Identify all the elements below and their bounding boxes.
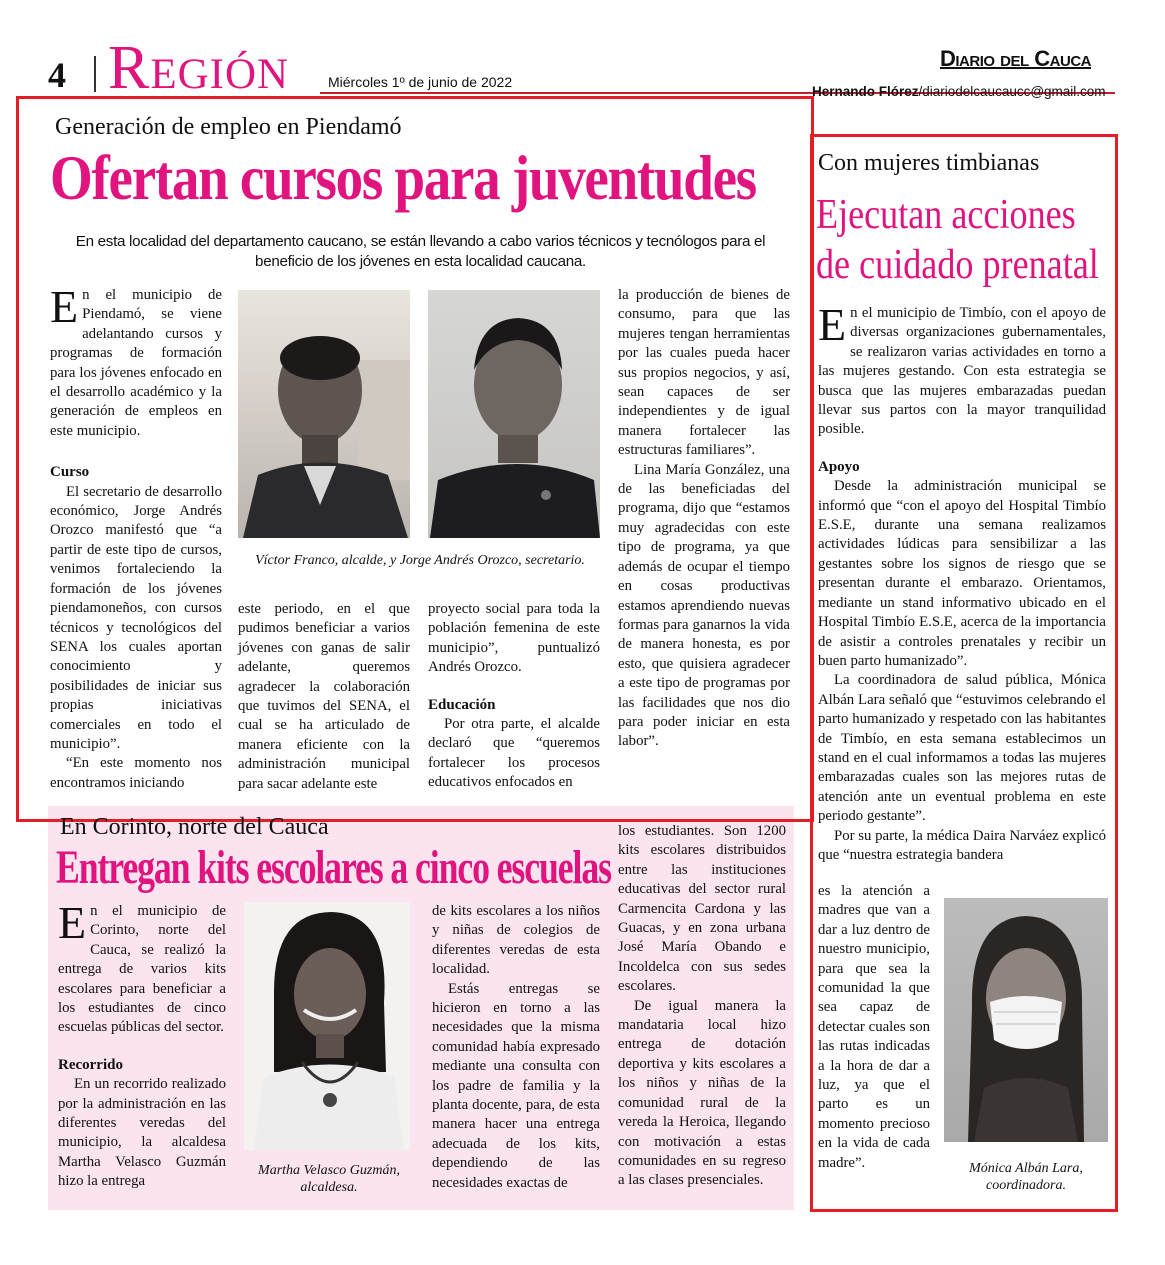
article3-photo-monica-alban xyxy=(944,898,1108,1142)
article1-subhead-curso: Curso xyxy=(50,464,90,481)
article2-column-1 xyxy=(58,897,226,1192)
article2-col1-p2: En un recorrido realizado por la administración en las diferentes veredas del municipio, la alcaldesa Martha Velasco Guzmán hizo la entrega xyxy=(58,1076,226,1190)
article2-col3-p2: Estás entregas se hicieron en torno a las necesidades que la misma comunidad había expresado mediante una consulta con los padre de familia y la planta docente, para, de esta manera hacer una entrega adecuada de los kits, dependiendo de las necesidades exactas de xyxy=(432,980,600,1191)
article2-col4-p1: los estudiantes. Son 1200 kits escolares distribuidos entre las instituciones educativas del sector rural Carmencita Cardona y las Guacas, y en zona urbana José María Obando e Incoldelca con sus sedes escolares. xyxy=(618,823,786,995)
article3-photo-caption: Mónica Albán Lara, coordinadora. xyxy=(969,1161,1083,1193)
article3-p1: n el municipio de Timbío, con el apoyo de diversas organizaciones gubernamentales, se realizaron varias actividades en torno a las mujeres gestando. Con esta estrategia se busca que las mujeres embarazadas puedan llevar sus partos con la mayor tranquilidad posible. xyxy=(818,305,1106,438)
article1-col2-p1: este periodo, en el que pudimos beneficiar a varios jóvenes con ganas de salir adelante, queremos agradecer la colaboración que tuvimos del SENA, el cual se ha articulado de manera eficiente con la administración municipal para sacar adelante este xyxy=(238,601,410,792)
article1-col4-p2: Lina María González, una de las beneficiadas del programa, dijo que “estamos muy agradecidas con este tipo de programa, ya que además de ocupar el tiempo en cosas productivas estamos aprendiendo nuevas formas para ganarnos la vida de manera honesta, es por esto, que quisiera agradecer a este tipo de programas por las facilidades que nos dio para poder iniciar en esta labor”. xyxy=(618,461,790,750)
article2-col3-p1: de kits escolares a los niños y niñas de colegios de diferentes veredas de esta localidad. xyxy=(432,903,600,978)
article1-subhead-educacion: Educación xyxy=(428,696,496,713)
article2-dropcap: E xyxy=(58,897,87,948)
byline-author: Hernando Flórez xyxy=(812,84,919,99)
page-number: 4 xyxy=(48,55,66,95)
newspaper-name: Diario del Cauca xyxy=(940,46,1091,71)
article1-photo-caption: Víctor Franco, alcalde, y Jorge Andrés Orozco, secretario. xyxy=(255,553,585,568)
article1-col1-p2: El secretario de desarrollo económico, Jorge Andrés Orozco manifestó que “a partir de este tipo de cursos, venimos fortaleciendo la formación de los jóvenes piendamoneños, con cursos técnicos y tecnológicos del SENA los cuales aportan conocimiento y posibilidades de iniciar sus propias iniciativas comerciales en todo el municipio”. xyxy=(50,483,222,752)
article1-col3-p1: proyecto social para toda la población femenina de este municipio”, puntualizó Andrés Orozco. xyxy=(428,601,600,676)
article1-headline: Ofertan cursos para juventudes xyxy=(50,142,756,213)
article2-subhead-recorrido: Recorrido xyxy=(58,1056,123,1073)
article3-column-narrow xyxy=(818,882,930,1173)
article2-column-4 xyxy=(618,822,786,1191)
byline-email: /diariodelcaucaucc@gmail.com xyxy=(918,84,1106,99)
article1-col3-p2: Por otra parte, el alcalde declaró que “queremos fortalecer los procesos educativos enfocados en xyxy=(428,716,600,791)
article3-subhead-apoyo: Apoyo xyxy=(818,458,860,475)
byline xyxy=(812,84,1106,99)
article3-p3: La coordinadora de salud pública, Mónica Albán Lara señaló que “estuvimos celebrando el parto humanizado y respetado con las habitantes de Timbío, en esta semana establecimos un stand en el cual informamos a todas las mujeres embarazadas cuales son las mejores rutas de atención ante un eventual problema en este periodo gestante”. xyxy=(818,672,1106,825)
section-title: Región xyxy=(108,34,290,102)
article2-kicker: En Corinto, norte del Cauca xyxy=(60,814,329,840)
article2-col4-p2: De igual manera la mandataria local hizo entrega de dotación deportiva y kits escolares a los niños y niñas de la comunidad rural de la vereda la Heroica, llegando con motivación a estas comunidades en su regreso a las clases presenciales. xyxy=(618,997,786,1189)
article1-highlight-box xyxy=(16,96,814,822)
article1-kicker: Generación de empleo en Piendamó xyxy=(55,114,402,140)
article1-dropcap: E xyxy=(50,281,79,332)
article3-p2: Desde la administración municipal se informó que “con el apoyo del Hospital Timbío E.S.E, durante una semana realizamos actividades lúdicas para sensibilizar a las gestantes sobre los signos de riesgo que se presentan durante el embarazo. Orientamos, mediante un stand informativo ubicado en el Hospital Timbío E.S.E, acerca de la importancia de asistir a controles prenatales y recibir un buen parto humanizado”. xyxy=(818,478,1106,669)
article2-col1-p1: n el municipio de Corinto, norte del Cauca, se realizó la entrega de varios kits escolares para beneficiar a los estudiantes de cinco escuelas públicas del sector. xyxy=(58,903,226,1036)
article1-col1-p3: “En este momento nos encontramos iniciando xyxy=(50,755,222,791)
article2-headline: Entregan kits escolares a cinco escuelas xyxy=(56,841,611,894)
header-date: Miércoles 1º de junio de 2022 xyxy=(328,74,513,90)
header-divider xyxy=(94,56,96,92)
article2-photo-martha-velasco xyxy=(244,902,410,1150)
article2-photo-caption: Martha Velasco Guzmán, alcaldesa. xyxy=(258,1163,400,1195)
article3-kicker: Con mujeres timbianas xyxy=(818,150,1040,176)
article1-col1-p1: n el municipio de Piendamó, se viene adelantando cursos y programas de formación para los jóvenes enfocado en el desarrollo académico y la generación de empleos en este municipio. xyxy=(50,287,222,439)
article1-col4-p1: la producción de bienes de consumo, para que las mujeres tengan herramientas por las cuales pueda hacer sus propios negocios, y así, sean capaces de ser independientes y de igual manera fortalecer las estructuras familiares”. xyxy=(618,287,790,459)
article3-dropcap: E xyxy=(818,299,847,350)
article3-column xyxy=(818,299,1106,865)
article2-column-3 xyxy=(432,902,600,1193)
article3-p4b: es la atención a madres que van a dar a luz dentro de nuestro municipio, para que sea la comunidad la que sea capaz de detectar cuales son las rutas indicadas a la hora de dar a luz, ya que el parto es un momento precioso en la vida de cada madre”. xyxy=(818,883,930,1171)
article3-headline-line-2: de cuidado prenatal xyxy=(816,242,1099,288)
article1-deck: En esta localidad del departamento caucano, se están llevando a cabo varios técnicos y tecnólogos para el beneficio de los jóvenes en esta localidad caucana. xyxy=(75,233,766,270)
article3-headline-line-1: Ejecutan acciones xyxy=(816,192,1076,238)
article3-p4a: Por su parte, la médica Daira Narváez explicó que “nuestra estrategia bandera xyxy=(818,827,1106,863)
